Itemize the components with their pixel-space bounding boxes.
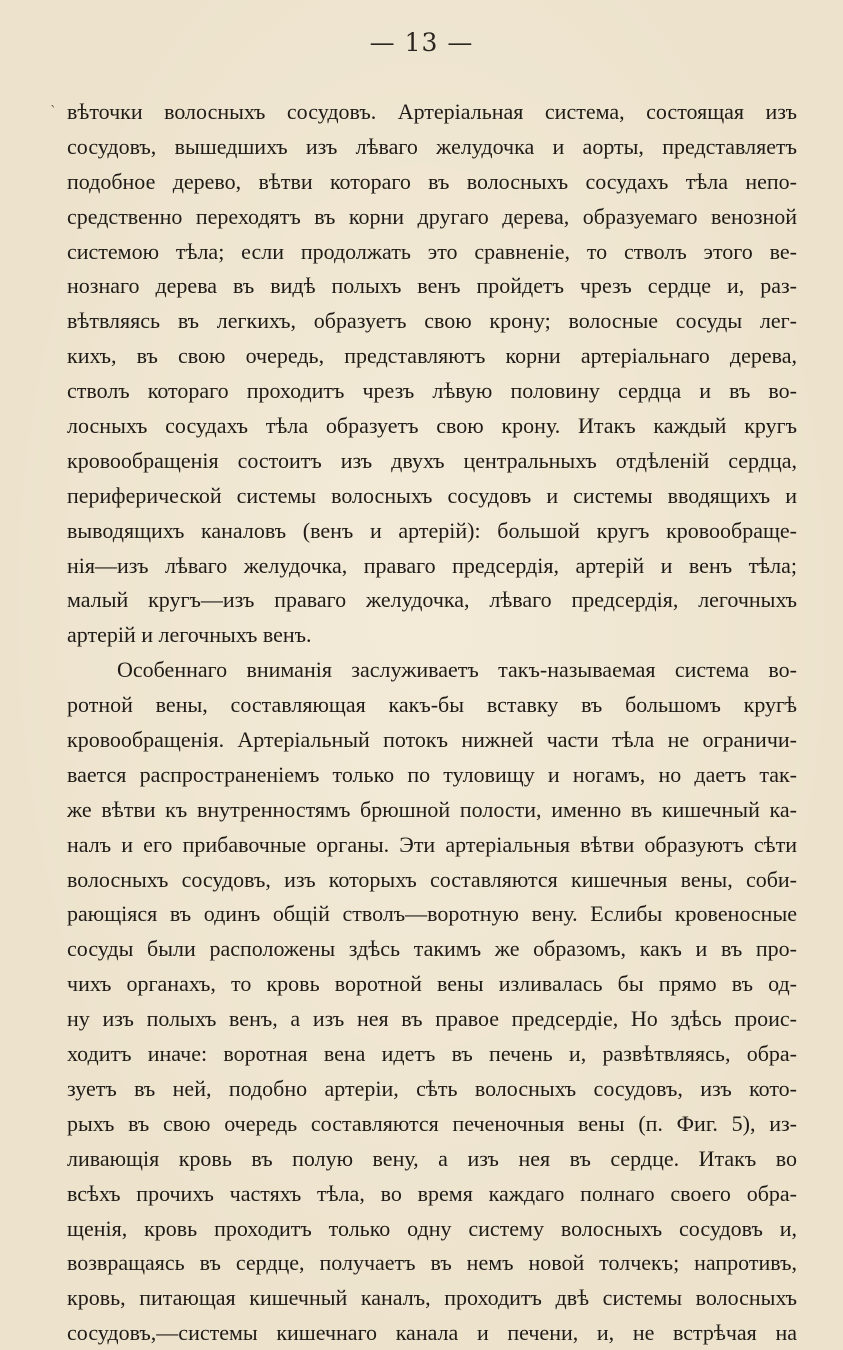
paragraph-1	[67, 95, 797, 653]
text-line: сосудовъ, вышедшихъ изъ лѣваго желудочка и аорты, представляетъ	[67, 133, 797, 159]
page-body	[67, 95, 797, 1350]
text-line: всѣхъ прочихъ частяхъ тѣла, во время каждаго полнаго своего обра-	[67, 1180, 797, 1206]
text-line: выводящихъ каналовъ (венъ и артерій): большой кругъ кровообраще-	[67, 517, 797, 543]
text-line: артерій и легочныхъ венъ.	[67, 622, 312, 648]
text-line: системою тѣла; если продолжать это сравненіе, то стволъ этого ве-	[67, 238, 797, 264]
text-line: вается распространеніемъ только по туловищу и ногамъ, но даетъ так-	[67, 761, 797, 787]
text-line: средственно переходятъ въ корни другаго дерева, образуемаго венозной	[67, 203, 797, 229]
text-line: малый кругъ—изъ праваго желудочка, лѣваго предсердія, легочныхъ	[67, 587, 797, 613]
text-line: кровообращенія. Артеріальный потокъ нижней части тѣла не ограничи-	[67, 727, 797, 753]
text-line: налъ и его прибавочные органы. Эти артеріальныя вѣтви образуютъ сѣти	[67, 831, 797, 857]
page-number: — 13 —	[369, 28, 474, 57]
text-line: периферической системы волосныхъ сосудовъ и системы вводящихъ и	[67, 482, 797, 508]
text-line: волосныхъ сосудовъ, изъ которыхъ составляются кишечныя вены, соби-	[67, 866, 797, 892]
text-line: зуетъ въ ней, подобно артеріи, сѣть волосныхъ сосудовъ, изъ кото-	[67, 1075, 797, 1101]
text-line: возвращаясь въ сердце, получаетъ въ немъ новой толчекъ; напротивъ,	[67, 1250, 797, 1276]
text-line: Особеннаго вниманія заслуживаетъ такъ-называемая система во-	[117, 657, 797, 683]
text-line: рающіяся въ одинъ общій стволъ—воротную вену. Еслибы кровеносные	[67, 901, 797, 927]
text-line: вѣтвляясь въ легкихъ, образуетъ свою крону; волосные сосуды лег-	[67, 308, 797, 334]
text-line: кровообращенія состоитъ изъ двухъ центральныхъ отдѣленій сердца,	[67, 447, 797, 473]
text-line: же вѣтви къ внутренностямъ брюшной полости, именно въ кишечный ка-	[67, 796, 797, 822]
text-line: нія—изъ лѣваго желудочка, праваго предсердія, артерій и венъ тѣла;	[67, 552, 797, 578]
text-line: сосудовъ,—системы кишечнаго канала и печени, и, не встрѣчая на	[67, 1320, 797, 1346]
text-line: стволъ котораго проходитъ чрезъ лѣвую половину сердца и въ во-	[67, 378, 797, 404]
text-line: ливающія кровь въ полую вену, а изъ нея въ сердце. Итакъ во	[67, 1145, 797, 1171]
text-line: кихъ, въ свою очередь, представляютъ корни артеріальнаго дерева,	[67, 343, 797, 369]
text-line: сосуды были расположены здѣсь такимъ же образомъ, какъ и въ про-	[67, 936, 797, 962]
text-line: лосныхъ сосудахъ тѣла образуетъ свою крону. Итакъ каждый кругъ	[67, 413, 797, 439]
text-line: подобное дерево, вѣтви котораго въ волосныхъ сосудахъ тѣла непо-	[67, 168, 797, 194]
text-line: ходитъ иначе: воротная вена идетъ въ печень и, развѣтвляясь, обра-	[67, 1041, 797, 1067]
text-line: чихъ органахъ, то кровь воротной вены изливалась бы прямо въ од-	[67, 971, 797, 997]
paragraph-2	[67, 653, 797, 1350]
text-line: ну изъ полыхъ венъ, а изъ нея въ правое предсердіе, Но здѣсь проис-	[67, 1006, 797, 1032]
text-line: вѣточки волосныхъ сосудовъ. Артеріальная система, состоящая изъ	[67, 99, 797, 124]
text-line: кровь, питающая кишечный каналъ, проходитъ двѣ системы волосныхъ	[67, 1285, 797, 1311]
text-line: рыхъ въ свою очередь составляются печеночныя вены (п. Фиг. 5), из-	[67, 1110, 797, 1136]
ink-speck: `	[50, 104, 57, 120]
text-line: нознаго дерева въ видѣ полыхъ венъ пройдетъ чрезъ сердце и, раз-	[67, 273, 797, 299]
text-line: ротной вены, составляющая какъ-бы вставку въ большомъ кругѣ	[67, 692, 797, 718]
text-line: щенія, кровь проходитъ только одну систему волосныхъ сосудовъ и,	[67, 1215, 797, 1241]
